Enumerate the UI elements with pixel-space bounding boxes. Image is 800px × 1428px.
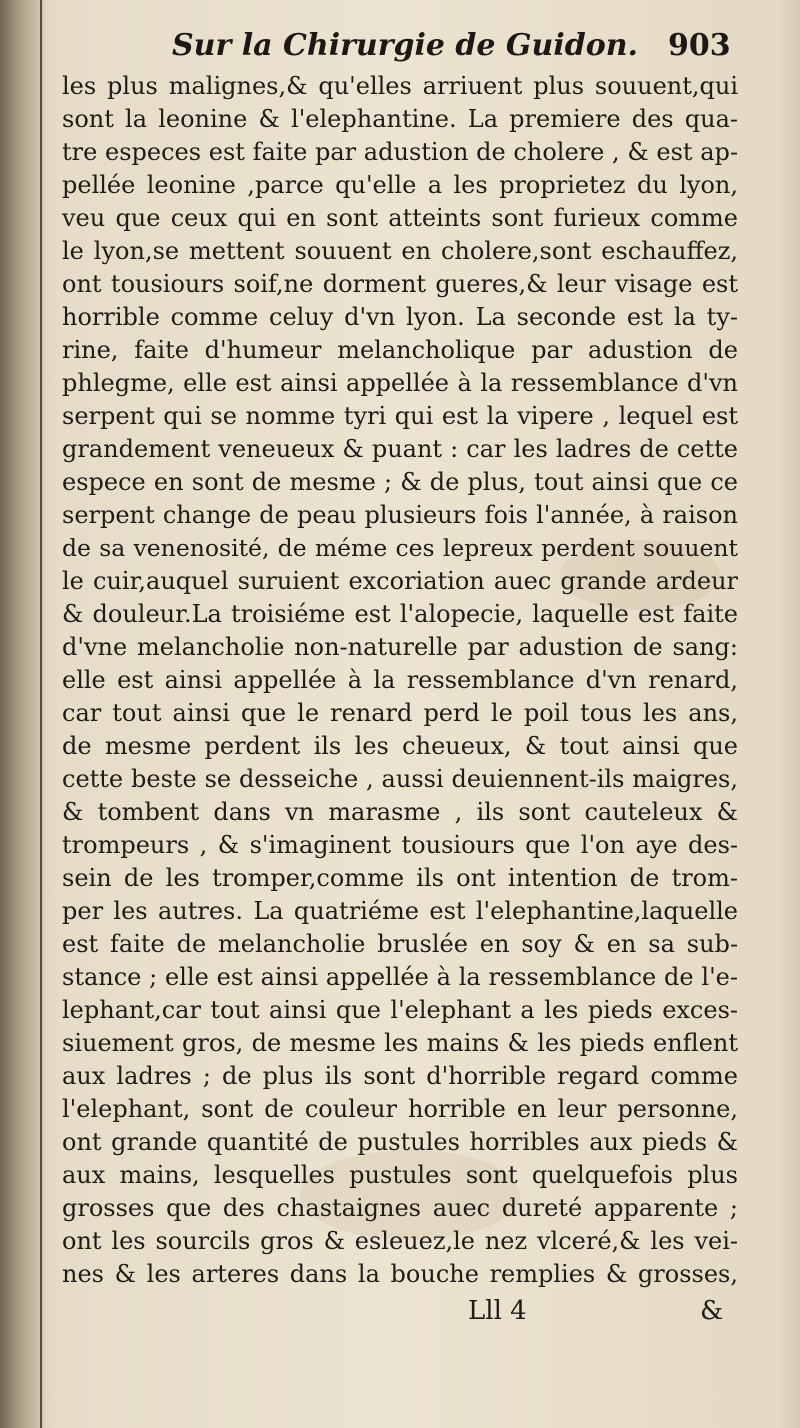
text-line: rine, faite d'humeur melancholique par adustion de [62,336,738,364]
text-line: veu que ceux qui en sont atteints sont furieux comme [62,204,738,232]
text-line: & douleur.La troisiéme est l'alopecie, laquelle est faite [62,600,738,628]
text-line: aux ladres ; de plus ils sont d'horrible regard comme [62,1062,738,1090]
text-line: pellée leonine ,parce qu'elle a les proprietez du lyon, [62,171,738,199]
text-line: phlegme, elle est ainsi appellée à la ressemblance d'vn [62,369,738,397]
text-line: le cuir,auquel suruient excoriation auec grande ardeur [62,567,738,595]
text-line: nes & les arteres dans la bouche remplies & grosses, [62,1260,738,1288]
text-line: ont les sourcils gros & esleuez,le nez vlceré,& les vei- [62,1227,738,1255]
text-line: horrible comme celuy d'vn lyon. La seconde est la ty- [62,303,738,331]
text-line: l'elephant, sont de couleur horrible en leur personne, [62,1095,738,1123]
text-line: les plus malignes,& qu'elles arriuent plus souuent,qui [62,72,738,100]
text-line: car tout ainsi que le renard perd le poil tous les ans, [62,699,738,727]
text-line: per les autres. La quatriéme est l'elephantine,laquelle [62,897,738,925]
text-line: grandement veneueux & puant : car les ladres de cette [62,435,738,463]
text-line: de mesme perdent ils les cheueux, & tout ainsi que [62,732,738,760]
text-line: lephant,car tout ainsi que l'elephant a les pieds exces- [62,996,738,1024]
text-line: de sa venenosité, de méme ces lepreux perdent souuent [62,534,738,562]
text-line: grosses que des chastaignes auec dureté apparente ; [62,1194,738,1222]
signature-mark: Lll 4 [468,1296,527,1326]
running-title: Sur la Chirurgie de Guidon. [172,28,638,63]
text-line: est faite de melancholie bruslée en soy & en sa sub- [62,930,738,958]
text-line: espece en sont de mesme ; & de plus, tout ainsi que ce [62,468,738,496]
text-line: le lyon,se mettent souuent en cholere,sont eschauffez, [62,237,738,265]
text-line: & tombent dans vn marasme , ils sont cauteleux & [62,798,738,826]
text-line: trompeurs , & s'imaginent tousiours que l'on aye des- [62,831,738,859]
text-line: serpent change de peau plusieurs fois l'année, à raison [62,501,738,529]
text-line: sein de les tromper,comme ils ont intention de trom- [62,864,738,892]
page-number: 903 [668,28,731,63]
text-line: ont grande quantité de pustules horribles aux pieds & [62,1128,738,1156]
text-line: siuement gros, de mesme les mains & les pieds enflent [62,1029,738,1057]
text-line: d'vne melancholie non-naturelle par adustion de sang: [62,633,738,661]
text-line: aux mains, lesquelles pustules sont quelquefois plus [62,1161,738,1189]
text-line: serpent qui se nomme tyri qui est la vipere , lequel est [62,402,738,430]
text-line: stance ; elle est ainsi appellée à la ressemblance de l'e- [62,963,738,991]
text-line: cette beste se desseiche , aussi deuiennent-ils maigres, [62,765,738,793]
page-footer [60,1294,760,1334]
catchword: & [700,1296,724,1326]
text-line: ont tousiours soif,ne dorment gueres,& leur visage est [62,270,738,298]
text-line: sont la leonine & l'elephantine. La premiere des qua- [62,105,738,133]
text-line: elle est ainsi appellée à la ressemblance d'vn renard, [62,666,738,694]
text-line: tre especes est faite par adustion de cholere , & est ap- [62,138,738,166]
